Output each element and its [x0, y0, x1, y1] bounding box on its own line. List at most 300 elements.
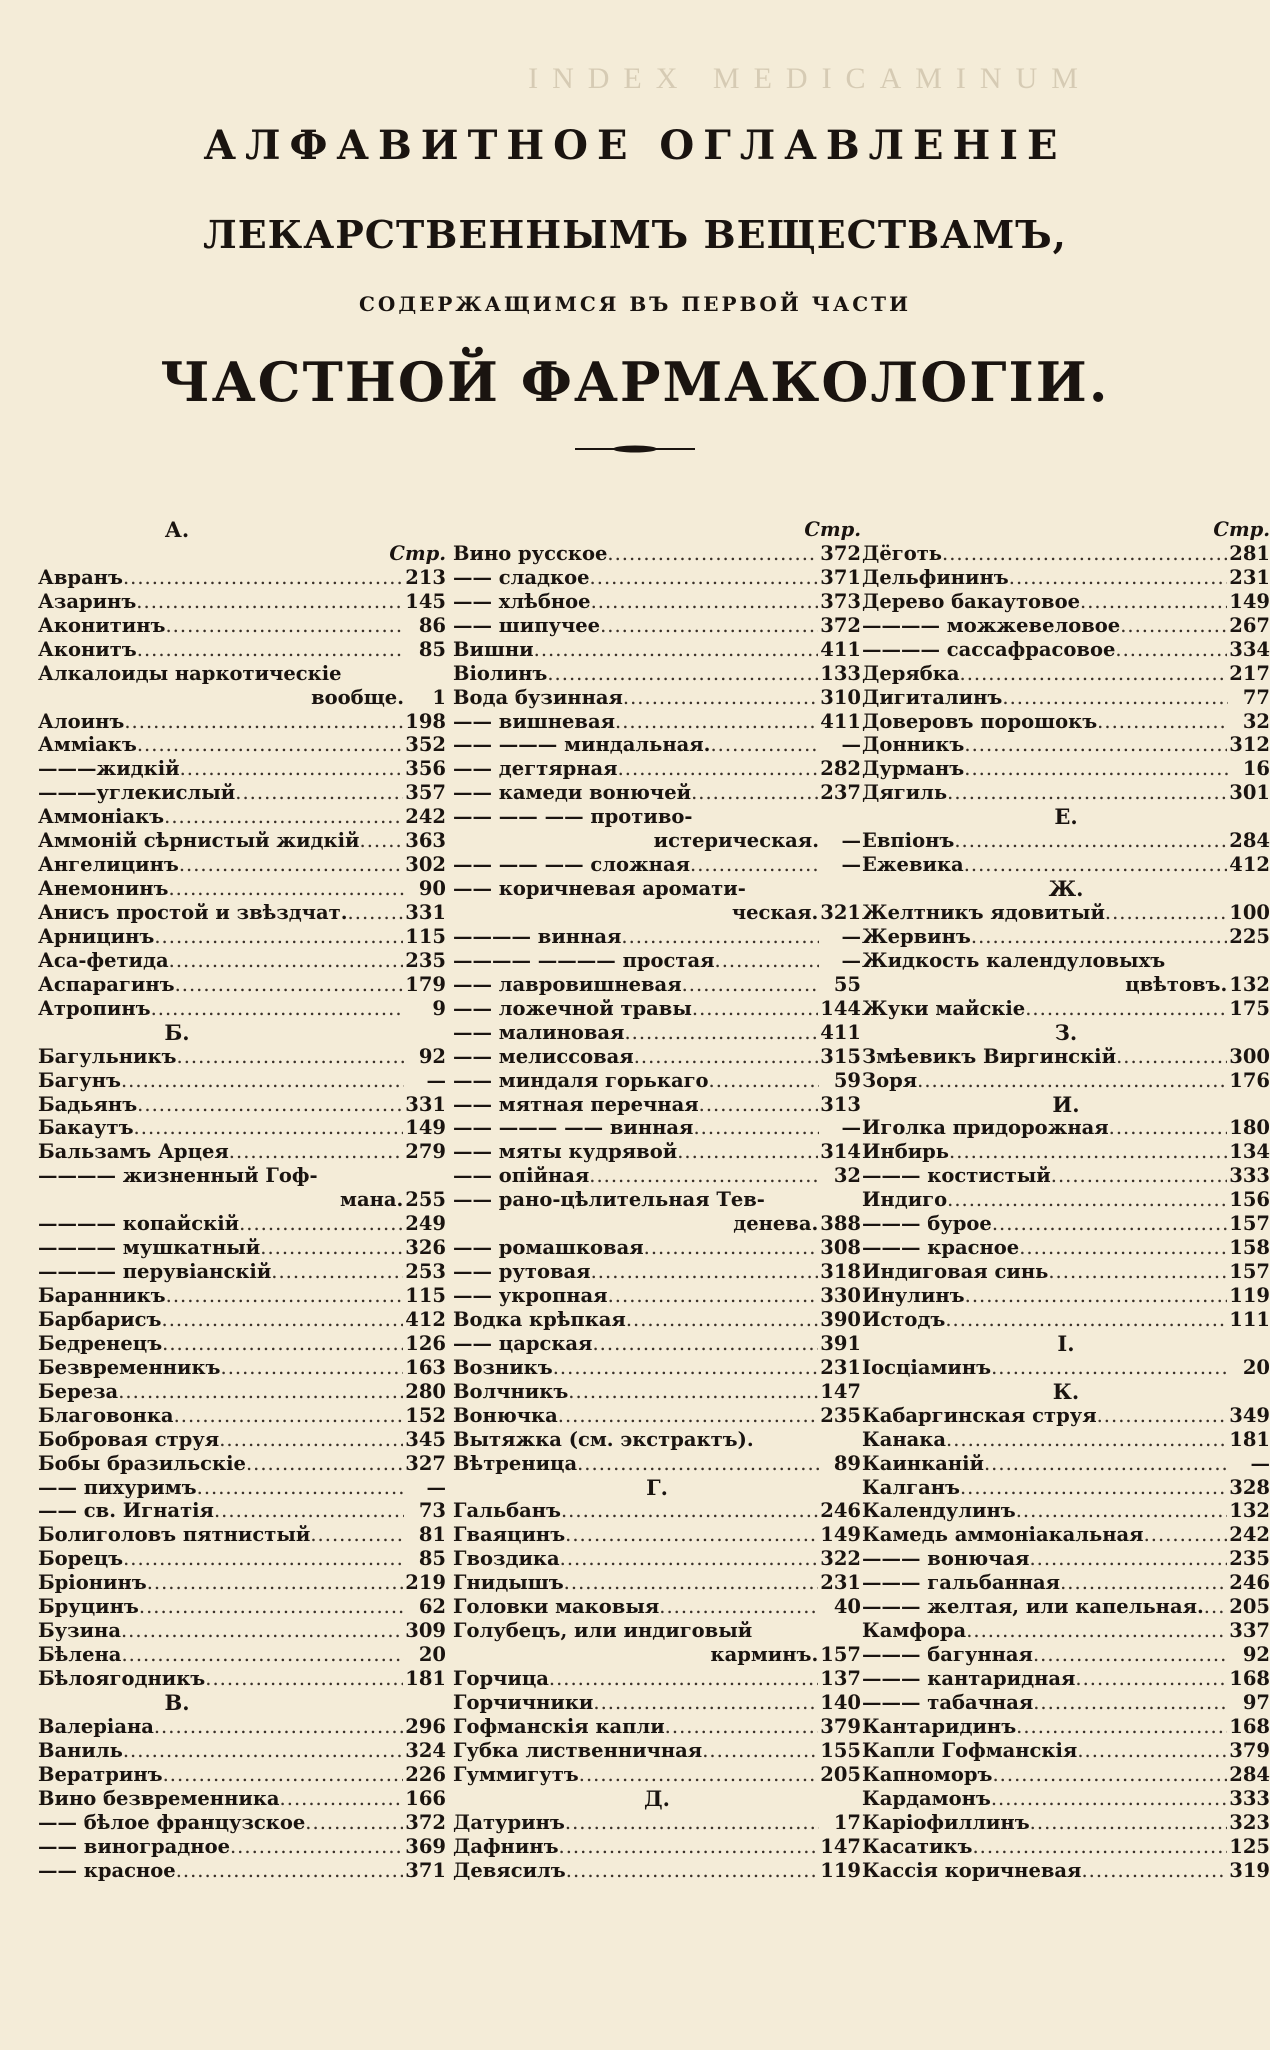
- entry-term: Дельфининъ: [862, 565, 1009, 589]
- entry-page-number: 9: [432, 996, 446, 1020]
- leader-dots: [163, 1763, 404, 1787]
- leader-dots: [169, 949, 404, 973]
- index-entry: [38, 1835, 446, 1859]
- index-entry: [38, 805, 446, 829]
- entry-page-number: 412: [405, 1307, 446, 1331]
- index-entry: [862, 566, 1270, 590]
- index-entry: [453, 805, 861, 829]
- entry-term: Іосціаминъ: [862, 1355, 992, 1379]
- entry-term: —— дегтярная: [453, 757, 618, 781]
- entry-page-number: 89: [833, 1451, 861, 1475]
- entry-page-number: 168: [1229, 1667, 1270, 1690]
- leader-dots: [590, 566, 819, 590]
- leader-dots: [946, 1428, 1227, 1452]
- entry-term: Аспарагинъ: [38, 972, 175, 996]
- index-entry: [38, 1499, 446, 1523]
- entry-page-number: 55: [833, 972, 861, 996]
- entry-term: —— опійная: [453, 1164, 590, 1188]
- entry-page-number: —: [841, 829, 861, 853]
- index-entry: [453, 1859, 861, 1883]
- leader-dots: [565, 1523, 818, 1547]
- index-entry: [38, 1763, 446, 1787]
- entry-term: истерическая.: [653, 829, 819, 853]
- entry-term: Голубецъ, или индиговый: [453, 1619, 753, 1643]
- leader-dots: [665, 1715, 819, 1739]
- leader-dots: [553, 1356, 819, 1380]
- entry-term: Аса-фетида: [38, 948, 169, 972]
- leader-dots: [1115, 638, 1227, 662]
- index-entry: [862, 1571, 1270, 1595]
- index-entry: [862, 829, 1270, 853]
- index-entry: [453, 1691, 861, 1715]
- entry-page-number: 284: [1229, 829, 1270, 853]
- index-entry: [862, 1476, 1270, 1500]
- leader-dots: [162, 1332, 403, 1356]
- leader-dots: [692, 997, 818, 1021]
- index-entry: [38, 1116, 446, 1140]
- entry-term: Желтникъ ядовитый: [862, 901, 1105, 924]
- entry-page-number: 412: [1229, 853, 1270, 877]
- entry-page-number: 140: [820, 1690, 861, 1714]
- entry-page-number: 217: [1229, 661, 1270, 685]
- leader-dots: [239, 1212, 403, 1236]
- entry-term: Кардамонъ: [862, 1786, 991, 1810]
- entry-page-number: 330: [820, 1284, 861, 1307]
- leader-dots: [1019, 1236, 1227, 1260]
- entry-term: Канака: [862, 1427, 946, 1451]
- index-entry: [862, 638, 1270, 662]
- entry-term: Баранникъ: [38, 1284, 166, 1307]
- entry-page-number: 242: [1229, 1523, 1270, 1547]
- entry-term: Вино безвременника: [38, 1786, 280, 1810]
- leader-dots: [1109, 1116, 1228, 1140]
- index-entry: [862, 925, 1270, 949]
- leader-dots: [151, 997, 404, 1021]
- leader-dots: [715, 949, 820, 973]
- leader-dots: [162, 1308, 404, 1332]
- leader-dots: [623, 686, 818, 710]
- entry-term: Дягиль: [862, 781, 948, 805]
- index-entry: [453, 757, 861, 781]
- leader-dots: [360, 829, 404, 853]
- index-entry: [862, 1260, 1270, 1284]
- index-entry: [862, 1715, 1270, 1739]
- index-entry: [453, 1045, 861, 1069]
- index-entry: [862, 1595, 1270, 1619]
- leader-dots: [139, 1595, 404, 1619]
- leader-dots: [589, 1164, 819, 1188]
- entry-term: —— мятная перечная: [453, 1092, 699, 1116]
- index-entry: [862, 710, 1270, 734]
- index-entry: [38, 1069, 446, 1093]
- section-letter: Д.: [644, 1785, 670, 1811]
- entry-page-number: 267: [1229, 613, 1270, 637]
- index-entry: [38, 1380, 446, 1404]
- index-entry: [453, 590, 861, 614]
- entry-page-number: 231: [820, 1355, 861, 1379]
- index-entry: [453, 1835, 861, 1859]
- section-letter: И.: [1052, 1091, 1080, 1117]
- entry-term: Капли Гофманскія: [862, 1738, 1078, 1762]
- index-entry: [862, 1859, 1270, 1883]
- index-entry: [862, 973, 1270, 997]
- index-entry: [38, 1523, 446, 1547]
- leader-dots: [682, 973, 819, 997]
- page-subtitle: ЛЕКАРСТВЕННЫМЪ ВЕЩЕСТВАМЪ,: [203, 212, 1067, 257]
- entry-page-number: 334: [1229, 637, 1270, 661]
- entry-term: Инулинъ: [862, 1284, 965, 1307]
- entry-term: Горчица: [453, 1667, 549, 1690]
- entry-term: —— лавровишневая: [453, 972, 682, 996]
- index-entry: [453, 542, 861, 566]
- leader-dots: [179, 853, 403, 877]
- index-column-3: [862, 518, 1270, 1882]
- index-entry: [862, 662, 1270, 686]
- entry-page-number: 119: [1229, 1284, 1270, 1307]
- entry-page-number: 20: [1242, 1355, 1270, 1379]
- leader-dots: [1002, 686, 1228, 710]
- entry-term: Авранъ: [38, 565, 123, 589]
- entry-page-number: 92: [418, 1044, 446, 1068]
- leader-dots: [260, 1236, 403, 1260]
- entry-term: —— бѣлое французское: [38, 1810, 306, 1834]
- entry-term: Истодъ: [862, 1307, 946, 1331]
- index-entry: [453, 1595, 861, 1619]
- index-entry: [862, 1691, 1270, 1715]
- index-entry: [453, 997, 861, 1021]
- leader-dots: [690, 853, 819, 877]
- index-entry: [453, 1523, 861, 1547]
- leader-dots: [1204, 1595, 1227, 1619]
- entry-term: —— хлѣбное: [453, 589, 591, 613]
- index-entry: [38, 1811, 446, 1835]
- index-entry: [453, 973, 861, 997]
- entry-term: Вытяжка (см. экстрактъ).: [453, 1427, 754, 1451]
- entry-term: вообще.: [311, 685, 404, 709]
- index-entry: [38, 1093, 446, 1117]
- entry-term: Дурманъ: [862, 757, 965, 781]
- entry-term: Вератринъ: [38, 1762, 163, 1786]
- entry-term: ческая.: [731, 901, 819, 924]
- leader-dots: [960, 662, 1228, 686]
- leader-dots: [966, 1619, 1227, 1643]
- entry-term: Доверовъ порошокъ: [862, 709, 1098, 733]
- entry-term: ———углекислый: [38, 781, 236, 805]
- entry-term: Гальбанъ: [453, 1499, 561, 1523]
- entry-page-number: 126: [405, 1331, 446, 1355]
- index-entry: [862, 1164, 1270, 1188]
- entry-page-number: 253: [405, 1260, 446, 1284]
- entry-term: —— пихуримъ: [38, 1475, 197, 1499]
- index-entry: [38, 877, 446, 901]
- index-entry: [453, 853, 861, 877]
- index-entry: [453, 1212, 861, 1236]
- leader-dots: [710, 733, 819, 757]
- bleed-through-text: INDEX MEDICAMINUM: [528, 62, 1092, 95]
- leader-dots: [1016, 1499, 1228, 1523]
- index-entry: [453, 1380, 861, 1404]
- leader-dots: [561, 1499, 818, 1523]
- index-entry: [453, 1188, 861, 1212]
- leader-dots: [1081, 1859, 1227, 1883]
- index-entry: [38, 1140, 446, 1164]
- index-entry: [453, 1164, 861, 1188]
- entry-term: Гваяцинъ: [453, 1523, 566, 1547]
- entry-term: Багунъ: [38, 1068, 121, 1092]
- leader-dots: [176, 1859, 404, 1883]
- entry-page-number: 231: [1229, 565, 1270, 589]
- entry-term: ——— гальбанная: [862, 1571, 1061, 1595]
- index-entry: [453, 1452, 861, 1476]
- entry-term: —— ложечной травы: [453, 996, 692, 1020]
- index-entry: [453, 1643, 861, 1667]
- entry-term: Азаринъ: [38, 589, 137, 613]
- entry-page-number: 411: [820, 1020, 861, 1044]
- index-entry: [38, 1308, 446, 1332]
- entry-term: Барбарисъ: [38, 1307, 162, 1331]
- leader-dots: [949, 1140, 1227, 1164]
- entry-page-number: 314: [820, 1140, 861, 1164]
- leader-dots: [549, 1667, 818, 1691]
- entry-term: цвѣтовъ.: [1125, 972, 1228, 996]
- entry-page-number: 235: [820, 1403, 861, 1427]
- entry-term: ———— жизненный Гоф-: [38, 1164, 318, 1188]
- entry-page-number: 337: [1229, 1619, 1270, 1643]
- entry-term: Алоинъ: [38, 709, 125, 733]
- leader-dots: [137, 638, 404, 662]
- index-entry: [453, 638, 861, 662]
- leader-dots: [166, 1284, 404, 1308]
- index-entry: [862, 1811, 1270, 1835]
- leader-dots: [124, 710, 403, 734]
- entry-page-number: 308: [820, 1236, 861, 1260]
- entry-page-number: 388: [820, 1212, 861, 1236]
- entry-page-number: 411: [820, 637, 861, 661]
- leader-dots: [121, 1619, 403, 1643]
- entry-page-number: 302: [405, 853, 446, 877]
- entry-term: —— камеди вонючей: [453, 781, 692, 805]
- entry-page-number: 312: [1229, 733, 1270, 757]
- entry-term: Жидкость календуловыхъ: [862, 948, 1166, 972]
- leader-dots: [134, 1116, 404, 1140]
- entry-page-number: 166: [405, 1786, 446, 1810]
- entry-page-number: 163: [405, 1355, 446, 1379]
- entry-page-number: 181: [405, 1667, 446, 1690]
- entry-page-number: 157: [1229, 1212, 1270, 1236]
- entry-term: Валеріана: [38, 1714, 154, 1738]
- index-entry: [862, 686, 1270, 710]
- index-entry: [38, 781, 446, 805]
- leader-dots: [942, 542, 1227, 566]
- entry-term: Индиго: [862, 1188, 948, 1212]
- entry-page-number: 371: [820, 565, 861, 589]
- section-letter: З.: [1054, 1019, 1078, 1045]
- entry-page-number: 352: [405, 733, 446, 757]
- entry-page-number: 309: [405, 1619, 446, 1643]
- index-entry: [38, 997, 446, 1021]
- index-entry: [38, 1284, 446, 1308]
- entry-page-number: 158: [1229, 1236, 1270, 1260]
- leader-dots: [945, 1308, 1227, 1332]
- entry-term: Жуки майскіе: [862, 996, 1026, 1020]
- leader-dots: [165, 614, 404, 638]
- entry-page-number: 149: [820, 1523, 861, 1547]
- section-letter: І.: [1057, 1330, 1075, 1356]
- index-entry: [38, 1619, 446, 1643]
- leader-dots: [154, 1715, 403, 1739]
- leader-dots: [947, 1188, 1227, 1212]
- index-entry: [862, 1835, 1270, 1859]
- leader-dots: [559, 1835, 819, 1859]
- leader-dots: [1105, 901, 1227, 925]
- index-entry: [38, 566, 446, 590]
- index-entry: [38, 1476, 446, 1500]
- leader-dots: [992, 1212, 1227, 1236]
- index-entry: [38, 949, 446, 973]
- index-entry: [453, 1715, 861, 1739]
- page-column-header: Стр.: [389, 541, 446, 565]
- entry-page-number: —: [1250, 1451, 1270, 1475]
- index-entry: [453, 1284, 861, 1308]
- index-entry: [453, 781, 861, 805]
- entry-page-number: 205: [820, 1762, 861, 1786]
- entry-term: —— малиновая: [453, 1020, 625, 1044]
- entry-page-number: 137: [820, 1667, 861, 1690]
- leader-dots: [1009, 566, 1228, 590]
- entry-page-number: 235: [1229, 1547, 1270, 1571]
- index-entry: [453, 829, 861, 853]
- entry-page-number: 90: [418, 877, 446, 901]
- leader-dots: [121, 1069, 404, 1093]
- entry-page-number: 155: [820, 1738, 861, 1762]
- entry-term: ——— табачная: [862, 1690, 1034, 1714]
- leader-dots: [1060, 1571, 1227, 1595]
- index-entry: [38, 733, 446, 757]
- leader-dots: [1030, 1811, 1228, 1835]
- entry-page-number: 97: [1242, 1690, 1270, 1714]
- entry-page-number: 323: [1229, 1810, 1270, 1834]
- entry-term: Дигиталинъ: [862, 685, 1003, 709]
- entry-page-number: 411: [820, 709, 861, 733]
- index-entry: [38, 1404, 446, 1428]
- leader-dots: [699, 1093, 819, 1117]
- entry-page-number: 318: [820, 1260, 861, 1284]
- index-entry: [38, 1045, 446, 1069]
- entry-page-number: 372: [405, 1810, 446, 1834]
- leader-dots: [147, 1571, 404, 1595]
- entry-page-number: 119: [820, 1858, 861, 1882]
- entry-page-number: 310: [820, 685, 861, 709]
- leader-dots: [984, 1452, 1228, 1476]
- entry-term: Амміакъ: [38, 733, 137, 757]
- entry-page-number: 73: [418, 1499, 446, 1523]
- index-entry: [862, 1188, 1270, 1212]
- index-entry: [862, 590, 1270, 614]
- index-entry: [453, 1547, 861, 1571]
- leader-dots: [1077, 1739, 1227, 1763]
- leader-dots: [566, 1859, 819, 1883]
- entry-page-number: 180: [1229, 1116, 1270, 1140]
- entry-page-number: 242: [405, 805, 446, 829]
- entry-page-number: 133: [820, 661, 861, 685]
- page-title: АЛФАВИТНОЕ ОГЛАВЛЕНІЕ: [203, 122, 1067, 169]
- index-entry: [862, 1643, 1270, 1667]
- entry-term: ———— копайскій: [38, 1212, 240, 1236]
- entry-term: Камфора: [862, 1619, 967, 1643]
- entry-page-number: 333: [1229, 1786, 1270, 1810]
- entry-page-number: 296: [405, 1714, 446, 1738]
- entry-page-number: 132: [1229, 1499, 1270, 1523]
- index-entry: [453, 1069, 861, 1093]
- entry-page-number: 81: [418, 1523, 446, 1547]
- entry-term: Гофманскія капли: [453, 1714, 665, 1738]
- leader-dots: [677, 1140, 818, 1164]
- index-entry: [862, 853, 1270, 877]
- leader-dots: [608, 1284, 819, 1308]
- entry-term: Вонючка: [453, 1403, 558, 1427]
- leader-dots: [568, 1380, 818, 1404]
- index-entry: [453, 566, 861, 590]
- leader-dots: [702, 1739, 818, 1763]
- leader-dots: [624, 1021, 818, 1045]
- entry-page-number: 1: [432, 685, 446, 709]
- entry-page-number: 235: [405, 948, 446, 972]
- leader-dots: [221, 1356, 404, 1380]
- entry-term: Кантаридинъ: [862, 1714, 1017, 1738]
- entry-term: —— мяты кудрявой: [453, 1140, 678, 1164]
- index-entry: [862, 1619, 1270, 1643]
- index-entry: [453, 949, 861, 973]
- leader-dots: [219, 1428, 403, 1452]
- entry-term: —— сладкое: [453, 565, 590, 589]
- index-entry: [862, 1069, 1270, 1093]
- leader-dots: [964, 757, 1228, 781]
- entry-term: —— рутовая: [453, 1260, 591, 1284]
- leader-dots: [991, 1356, 1228, 1380]
- index-entry: [453, 1308, 861, 1332]
- entry-term: Кабаргинская струя: [862, 1403, 1097, 1427]
- entry-page-number: 157: [1229, 1260, 1270, 1284]
- leader-dots: [560, 1547, 819, 1571]
- leader-dots: [1016, 1715, 1227, 1739]
- index-entry: [38, 686, 446, 710]
- entry-term: —— мелиссовая: [453, 1044, 634, 1068]
- index-entry: [453, 1140, 861, 1164]
- leader-dots: [123, 1547, 404, 1571]
- index-entry: [453, 662, 861, 686]
- leader-dots: [618, 757, 819, 781]
- index-entry: [862, 1667, 1270, 1691]
- entry-term: Горчичники: [453, 1690, 594, 1714]
- entry-page-number: 315: [820, 1044, 861, 1068]
- entry-term: Багульникъ: [38, 1044, 177, 1068]
- entry-page-number: 125: [1229, 1834, 1270, 1858]
- entry-page-number: 327: [405, 1451, 446, 1475]
- entry-page-number: 371: [405, 1858, 446, 1882]
- index-entry: [38, 1356, 446, 1380]
- leader-dots: [534, 638, 819, 662]
- leader-dots: [644, 1236, 819, 1260]
- entry-page-number: 168: [1229, 1714, 1270, 1738]
- leader-dots: [591, 1260, 819, 1284]
- entry-page-number: 157: [820, 1643, 861, 1667]
- leader-dots: [1097, 1404, 1228, 1428]
- entry-term: Бадьянъ: [38, 1092, 138, 1116]
- leader-dots: [579, 1763, 819, 1787]
- index-entry: [862, 1499, 1270, 1523]
- index-entry: [453, 1093, 861, 1117]
- index-entry: [453, 686, 861, 710]
